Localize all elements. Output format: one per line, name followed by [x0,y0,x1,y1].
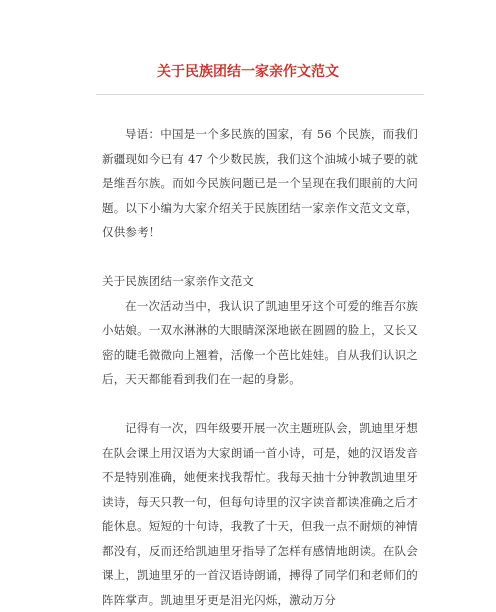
title-divider [96,94,424,95]
body-paragraph-2: 记得有一次，四年级要开展一次主题班队会，凯迪里牙想在队会课上用汉语为大家朗诵一首小诗，可是，她的汉语发音不是特别准确，她便来找我帮忙。我每天抽十分钟教凯迪里牙读诗，每天只教一句，但每句诗里的汉字读音都读准确之后才能休息。短短的十句诗，我教了十天，但我一点不耐烦的神情都没有，反而还给凯迪里牙指导了怎样有感情地朗读。在队会课上，凯迪里牙的一首汉语诗朗诵，搏得了同学们和老师们的阵阵掌声。凯迪里牙更是泪光闪烁，激动万分 [102,421,418,607]
intro-paragraph: 导语：中国是一个多民族的国家，有 56 个民族，而我们新疆现如今已有 47 个少数民族，我们这个油城小城子要的就是维吾尔族。而如今民族问题已是一个呈现在我们眼前的大问题。以下小编为大家介绍关于民族团结一家亲作文范文文章，仅供参考！ [102,127,418,239]
document-title: 关于民族团结一家亲作文范文 [157,64,339,80]
body-paragraph-1: 在一次活动当中，我认识了凯迪里牙这个可爱的维吾尔族小姑娘。一双水淋淋的大眼睛深深地嵌在圆圆的脸上，又长又密的睫毛微微向上翘着，活像一个芭比娃娃。自从我们认识之后，天天都能看到我们在一起的身影。 [102,298,418,386]
document-body [102,122,418,612]
section-subheading: 关于民族团结一家亲作文范文 [102,274,255,288]
